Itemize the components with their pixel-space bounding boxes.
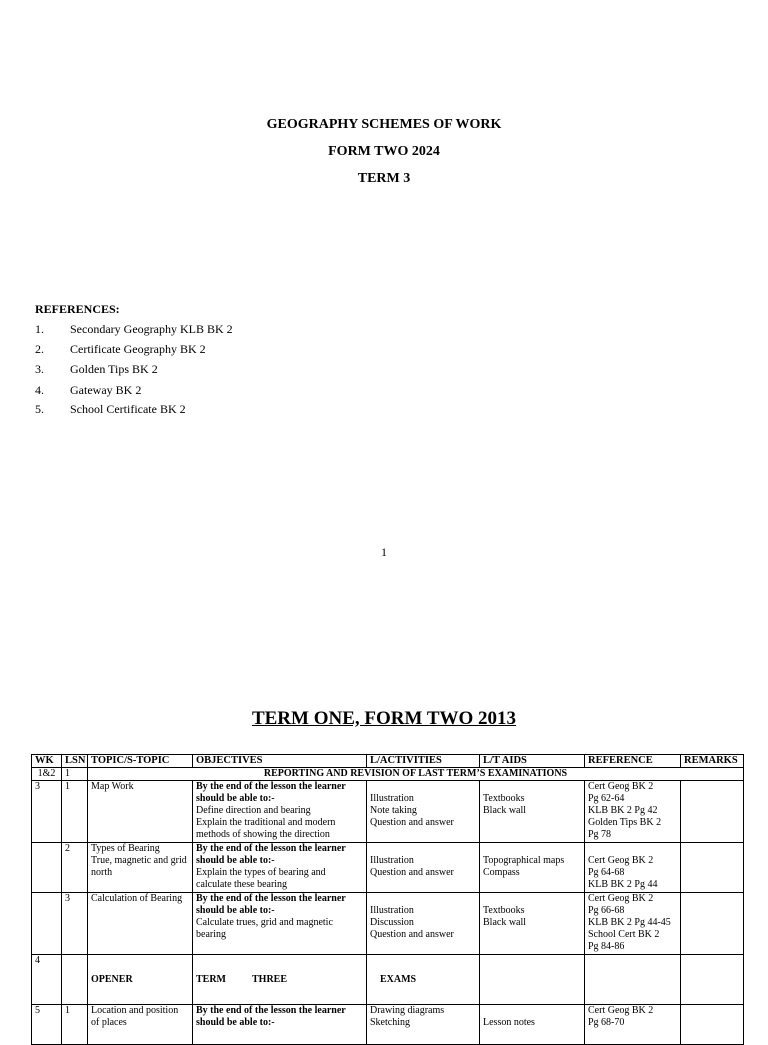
header-activities: L/ACTIVITIES <box>367 755 480 768</box>
objectives-cell: By the end of the lesson the learner should be able to:- Explain the types of bearing and calculate these bearing <box>193 843 367 893</box>
objectives-cell: By the end of the lesson the learner should be able to:- <box>193 1005 367 1045</box>
table-row: 4 OPENER TERM THREE EXAMS <box>32 955 744 1005</box>
document-subtitle-term: TERM 3 <box>357 171 411 186</box>
table-row: 3 1 Map Work By the end of the lesson the learner should be able to:- Define direction and bearing Explain the traditional and modern methods of showing the direction Illustration Note taking Question and answer Textbooks Black wall Cert Geog BK 2 Pg 62-64 KLB BK 2 Pg 42 Golden Tips BK 2 Pg 78 <box>32 781 744 843</box>
reference-item: 2. Certificate Geography BK 2 <box>35 342 206 356</box>
reference-item: 1. Secondary Geography KLB BK 2 <box>35 322 233 336</box>
reference-item: 4. Gateway BK 2 <box>35 383 142 397</box>
header-topic: TOPIC/S-TOPIC <box>88 755 193 768</box>
table-row: 5 1 Location and position of places By the end of the lesson the learner should be able to:- Drawing diagrams Sketching Lesson notes Cert Geog BK 2 Pg 68-70 <box>32 1005 744 1045</box>
header-reference: REFERENCE <box>585 755 681 768</box>
reference-item: 5. School Certificate BK 2 <box>35 402 186 416</box>
header-aids: L/T AIDS <box>480 755 585 768</box>
header-remarks: REMARKS <box>681 755 744 768</box>
exams-cell: EXAMS <box>367 955 480 1005</box>
document-subtitle-form: FORM TWO 2024 <box>328 144 440 159</box>
document-title: GEOGRAPHY SCHEMES OF WORK <box>266 117 502 132</box>
table-row: 3 Calculation of Bearing By the end of the lesson the learner should be able to:- Calculate trues, grid and magnetic bearing Illustration Discussion Question and answer Textbooks Black wall Cert Geog BK 2 Pg 66-68 KLB BK 2 Pg 44-45 School Cert BK 2 Pg 84-86 <box>32 893 744 955</box>
section-title: TERM ONE, FORM TWO 2013 <box>251 708 517 729</box>
table-row: 1&2 1 REPORTING AND REVISION OF LAST TERM’S EXAMINATIONS <box>32 768 744 781</box>
reporting-revision-cell: REPORTING AND REVISION OF LAST TERM’S EXAMINATIONS <box>88 768 744 781</box>
reference-item: 3. Golden Tips BK 2 <box>35 362 158 376</box>
opener-cell: OPENER <box>88 955 193 1005</box>
objectives-cell: By the end of the lesson the learner should be able to:- Calculate trues, grid and magnetic bearing <box>193 893 367 955</box>
header-lsn: LSN <box>62 755 88 768</box>
scheme-of-work-table <box>31 754 744 1045</box>
header-objectives: OBJECTIVES <box>193 755 367 768</box>
objectives-cell: By the end of the lesson the learner should be able to:- Define direction and bearing Explain the traditional and modern methods of showing the direction <box>193 781 367 843</box>
references-heading: REFERENCES: <box>35 302 120 316</box>
table-header-row <box>32 755 744 768</box>
page-number: 1 <box>381 545 387 559</box>
table-row: 2 Types of Bearing True, magnetic and grid north By the end of the lesson the learner should be able to:- Explain the types of bearing and calculate these bearing Illustration Question and answer Topographical maps Compass Cert Geog BK 2 Pg 64-68 KLB BK 2 Pg 44 <box>32 843 744 893</box>
header-wk: WK <box>32 755 62 768</box>
term-three-cell: TERM THREE <box>193 955 367 1005</box>
